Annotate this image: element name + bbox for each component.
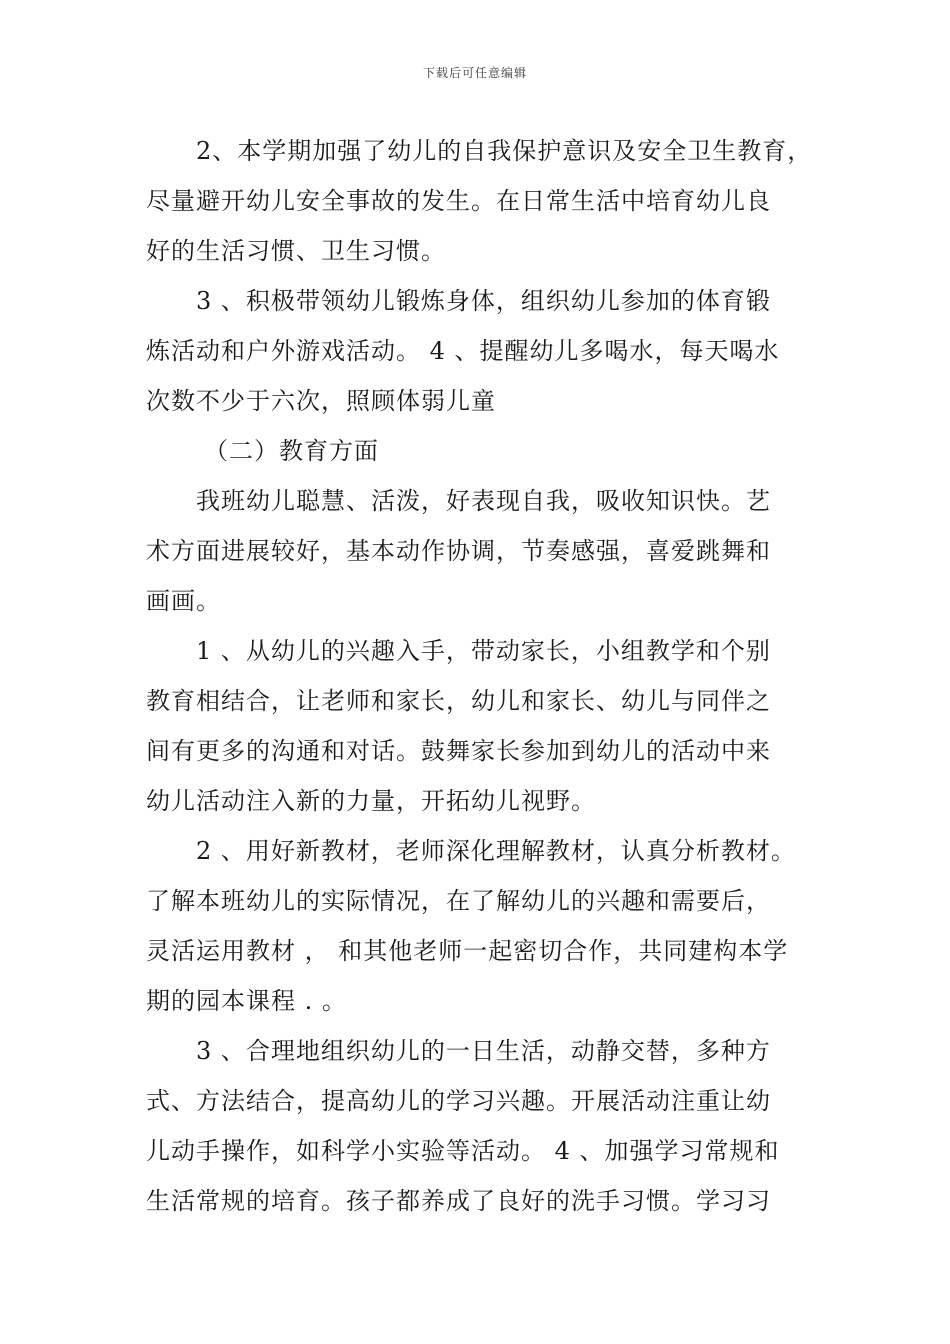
- text-line: 我班幼儿聪慧、活泼，好表现自我，吸收知识快。艺: [196, 487, 771, 515]
- text-line: 了解本班幼儿的实际情况，在了解幼儿的兴趣和需要后，: [146, 887, 771, 915]
- text-line: 尽量避开幼儿安全事故的发生。在日常生活中培育幼儿良: [146, 187, 771, 215]
- text-line: 生活常规的培育。孩子都养成了良好的洗手习惯。学习习: [146, 1187, 771, 1215]
- text-line: 术方面进展较好，基本动作协调，节奏感强，喜爱跳舞和: [146, 537, 771, 565]
- text-line: 式、方法结合，提高幼儿的学习兴趣。开展活动注重让幼: [146, 1087, 771, 1115]
- text-line: 3 、积极带领幼儿锻炼身体，组织幼儿参加的体育锻: [196, 287, 771, 315]
- text-line: 幼儿活动注入新的力量，开拓幼儿视野。: [146, 787, 596, 815]
- text-line: 画画。: [146, 587, 221, 615]
- section-heading: （二）教育方面: [204, 437, 379, 465]
- text-line: 灵活运用教材 ， 和其他老师一起密切合作，共同建构本学: [146, 937, 789, 965]
- text-line: 炼活动和户外游戏活动。 4 、提醒幼儿多喝水，每天喝水: [146, 337, 780, 365]
- text-line: 3 、合理地组织幼儿的一日生活，动静交替，多种方: [196, 1037, 771, 1065]
- text-line: 2、本学期加强了幼儿的自我保护意识及安全卫生教育，: [196, 137, 813, 165]
- text-line: 教育相结合，让老师和家长，幼儿和家长、幼儿与同伴之: [146, 687, 771, 715]
- text-line: 1 、从幼儿的兴趣入手，带动家长，小组教学和个别: [196, 637, 771, 665]
- text-line: 好的生活习惯、卫生习惯。: [146, 237, 446, 265]
- page-header: 下载后可任意编辑: [422, 66, 527, 80]
- document-body: [146, 126, 813, 1226]
- text-line: 间有更多的沟通和对话。鼓舞家长参加到幼儿的活动中来: [146, 737, 771, 765]
- text-line: 儿动手操作，如科学小实验等活动。 4 、加强学习常规和: [146, 1137, 780, 1165]
- text-line: 期的园本课程 . 。: [146, 987, 347, 1015]
- text-line: 2 、用好新教材，老师深化理解教材，认真分析教材。: [196, 837, 796, 865]
- text-line: 次数不少于六次，照顾体弱儿童: [146, 387, 496, 415]
